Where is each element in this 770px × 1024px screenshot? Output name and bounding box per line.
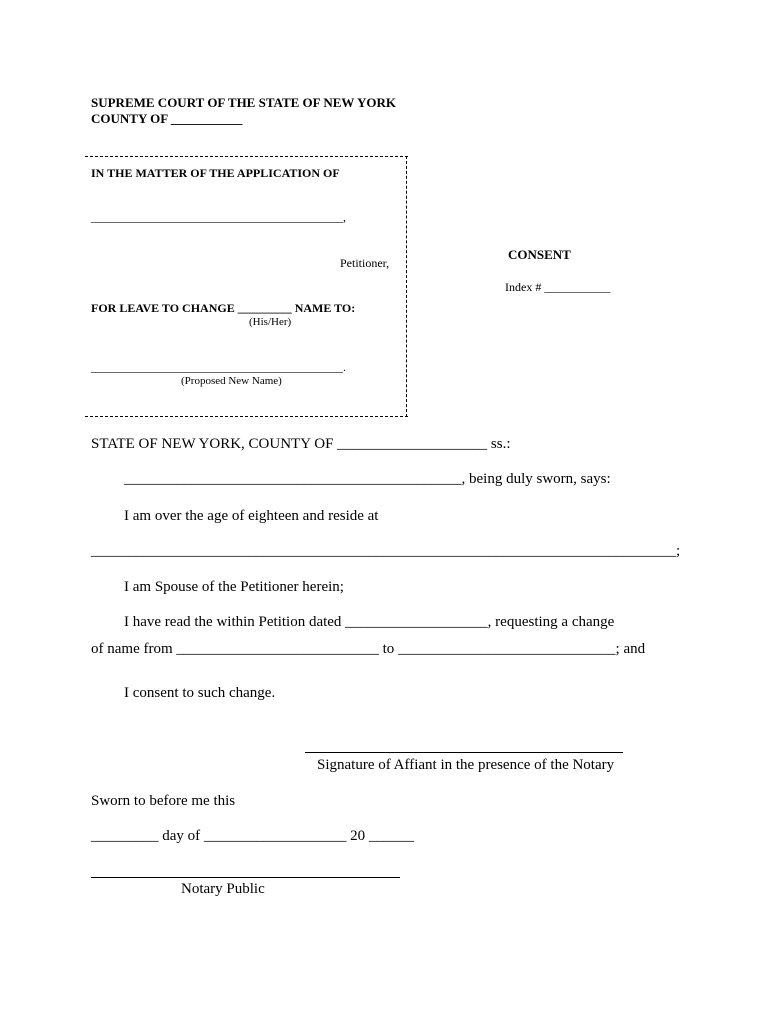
new-name-line: __________________________________________. [91, 360, 346, 374]
leave-to-change-heading: FOR LEAVE TO CHANGE _________ NAME TO: [91, 301, 356, 315]
caption-box-right-border [406, 156, 407, 417]
day-date-line: _________ day of ___________________ 20 ______ [91, 828, 414, 844]
caption-box-top-border [85, 156, 408, 157]
sworn-before-text: Sworn to before me this [91, 793, 236, 809]
his-her-label: (His/Her) [249, 316, 292, 328]
name-from-to-text: of name from ___________________________ to _____________________________; and [91, 641, 646, 657]
consent-title: CONSENT [508, 247, 571, 262]
petitioner-name-line: __________________________________________, [91, 210, 346, 224]
index-number: Index # ___________ [505, 280, 611, 294]
signature-line [305, 752, 623, 753]
matter-heading: IN THE MATTER OF THE APPLICATION OF [91, 166, 340, 180]
address-line: ______________________________________________________________________________; [91, 543, 681, 559]
new-name-label: (Proposed New Name) [181, 375, 282, 387]
age-reside-text: I am over the age of eighteen and reside at [124, 508, 379, 524]
spouse-statement: I am Spouse of the Petitioner herein; [124, 579, 344, 595]
venue-line: STATE OF NEW YORK, COUNTY OF ____________________ ss.: [91, 436, 511, 452]
caption-box-bottom-border [85, 416, 408, 417]
consent-statement: I consent to such change. [124, 685, 276, 701]
signature-label: Signature of Affiant in the presence of the Notary [317, 757, 615, 773]
notary-public-label: Notary Public [181, 881, 265, 897]
petition-dated-text: I have read the within Petition dated ___________________, requesting a change [124, 614, 615, 630]
court-title: SUPREME COURT OF THE STATE OF NEW YORK [91, 95, 396, 110]
notary-signature-line [91, 877, 400, 878]
county-title: COUNTY OF ___________ [91, 111, 243, 126]
affiant-line: _____________________________________________, being duly sworn, says: [124, 471, 611, 487]
petitioner-label: Petitioner, [340, 256, 390, 270]
